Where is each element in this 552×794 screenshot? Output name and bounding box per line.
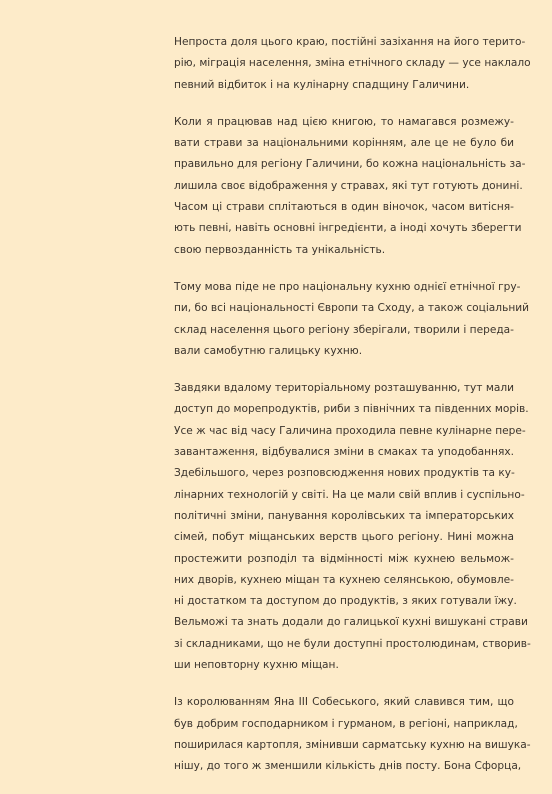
text-line: Часом ці страви сплітаються в один віночок, часом витісня- [174, 201, 514, 214]
text-line: лишила своє відображення у стравах, які тут готують донині. [174, 179, 523, 192]
text-line: Завдяки вдалому територіальному розташуванню, тут мали [174, 382, 514, 395]
text-line: зі складниками, що не були доступні простолюдинам, створив- [174, 637, 531, 650]
text-line: них дворів, кухнею міщан та кухнею селянською, обумовле- [174, 573, 514, 586]
text-line: правильно для регіону Галичини, бо кожна національність за- [174, 158, 526, 171]
text-line: Із королюванням Яна III Собеського, який славився тим, що [174, 696, 514, 709]
text-line: Тому мова піде не про національну кухню однієї етнічної гру- [174, 280, 521, 293]
paragraph [174, 378, 531, 676]
text-line: політичні зміни, панування королівських та імператорських [174, 509, 514, 522]
text-line: ють певні, навіть основні інгредієнти, а іноді хочуть зберегти [174, 222, 522, 235]
text-column [174, 32, 531, 794]
text-line: склад населення цього регіону зберігали, творили і переда- [174, 323, 514, 336]
text-line: Коли я працював над цією книгою, то намагався розмежу- [174, 115, 514, 128]
text-line: пи, бо всі національності Європи та Сходу, а також соціальний [174, 302, 530, 315]
text-line: доступ до морепродуктів, риби з північних та південних морів. [174, 403, 529, 416]
text-line: лінарних технологій у світі. На це мали свій вплив і суспільно- [174, 488, 525, 501]
text-line: Здебільшого, через розповсюдження нових продуктів та ку- [174, 467, 515, 480]
text-line: свою первозданність та унікальність. [174, 243, 386, 256]
text-line: був добрим господарником і гурманом, в регіоні, наприклад, [174, 717, 518, 730]
text-line: поширилася картопля, змінивши сарматську кухню на вишука- [174, 738, 531, 751]
text-line: завантаження, відбувалися зміни в смаках та уподобаннях. [174, 446, 514, 459]
text-line: сімей, побут міщанських верств цього регіону. Нині можна [174, 531, 514, 544]
text-line: Непроста доля цього краю, постійні зазіхання на його терито- [174, 36, 526, 48]
text-line: ши неповторну кухню міщан. [174, 659, 339, 672]
paragraph [174, 32, 531, 96]
text-line: нішу, до того ж зменшили кількість днів посту. Бона Сфорца, [174, 760, 522, 773]
text-line: Усе ж час від часу Галичина проходила певне кулінарне пере- [174, 424, 526, 437]
text-line: ні достатком та доступом до продуктів, з яких готували їжу. [174, 595, 517, 608]
text-line: вати страви за національними корінням, але це не було би [174, 137, 514, 150]
text-line: вали самобутню галицьку кухню. [174, 344, 363, 357]
text-line: рію, міграція населення, зміна етнічного складу — усе наклало [174, 57, 531, 70]
text-line: простежити розподіл та відмінності між кухнею вельмож- [174, 552, 514, 565]
paragraph [174, 277, 530, 362]
paragraph [174, 692, 531, 777]
text-line: певний відбиток і на кулінарну спадщину Галичини. [174, 78, 470, 91]
text-line: Вельможі та знать додали до галицької кухні вишукані страви [174, 616, 528, 629]
paragraph [174, 112, 526, 261]
